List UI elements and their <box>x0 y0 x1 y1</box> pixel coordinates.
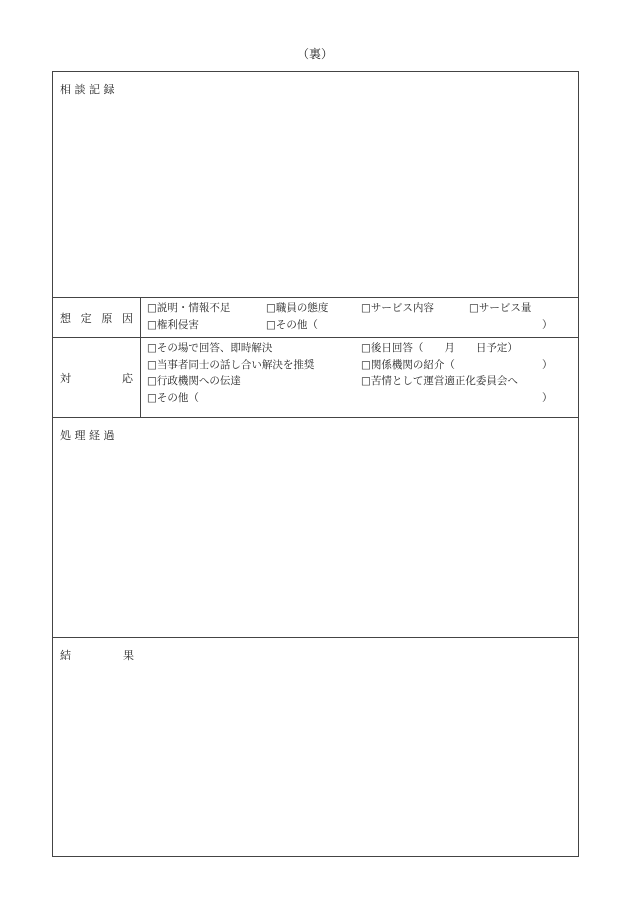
assumed-cause-options <box>147 300 578 333</box>
process-label: 処 理 経 過 <box>60 429 115 442</box>
assumed-cause-label <box>53 298 141 337</box>
checkbox-immediate-resolution[interactable]: □その場で回答、即時解決 <box>147 342 273 354</box>
page-title: （裏） <box>296 47 333 61</box>
assumed-cause-label-char: 原 <box>101 311 113 325</box>
consult-record-label: 相 談 記 録 <box>60 83 115 96</box>
checkbox-rights-violation[interactable]: □権利侵害 <box>147 318 199 331</box>
result-section <box>53 638 578 856</box>
assumed-cause-label-char: 因 <box>121 311 133 325</box>
checkbox-service-amount[interactable]: □サービス量 <box>469 302 532 314</box>
agency-referral-close-paren: ） <box>542 358 553 371</box>
checkbox-later-answer[interactable]: □後日回答（ 月 日予定） <box>361 342 518 354</box>
response-other-close-paren: ） <box>542 391 553 404</box>
result-label-char: 果 <box>123 649 134 662</box>
consult-record-section <box>53 72 578 298</box>
response-section <box>53 338 578 418</box>
checkbox-government-notice[interactable]: □行政機関への伝達 <box>147 375 241 387</box>
assumed-cause-label-char: 想 <box>60 311 71 325</box>
result-label <box>60 647 134 663</box>
consultation-form <box>52 71 579 857</box>
checkbox-service-content[interactable]: □サービス内容 <box>361 302 434 314</box>
cause-other-close-paren: ） <box>542 318 553 331</box>
checkbox-response-other[interactable]: □その他（ <box>147 391 199 404</box>
result-label-char: 結 <box>60 649 71 662</box>
checkbox-cause-other[interactable]: □その他（ <box>266 318 318 331</box>
process-section <box>53 418 578 638</box>
response-options <box>147 340 578 406</box>
checkbox-party-discussion[interactable]: □当事者同士の話し合い解決を推奨 <box>147 358 315 371</box>
response-label-char: 応 <box>122 371 133 385</box>
checkbox-insufficient-explanation[interactable]: □説明・情報不足 <box>147 302 231 314</box>
checkbox-agency-referral[interactable]: □関係機関の紹介（ <box>361 358 455 371</box>
assumed-cause-label-char: 定 <box>80 311 92 325</box>
response-label-char: 対 <box>60 371 71 385</box>
response-label <box>53 338 141 417</box>
checkbox-committee-referral[interactable]: □苦情として運営適正化委員会へ <box>361 375 518 387</box>
assumed-cause-section <box>53 298 578 338</box>
checkbox-staff-attitude[interactable]: □職員の態度 <box>266 302 329 314</box>
